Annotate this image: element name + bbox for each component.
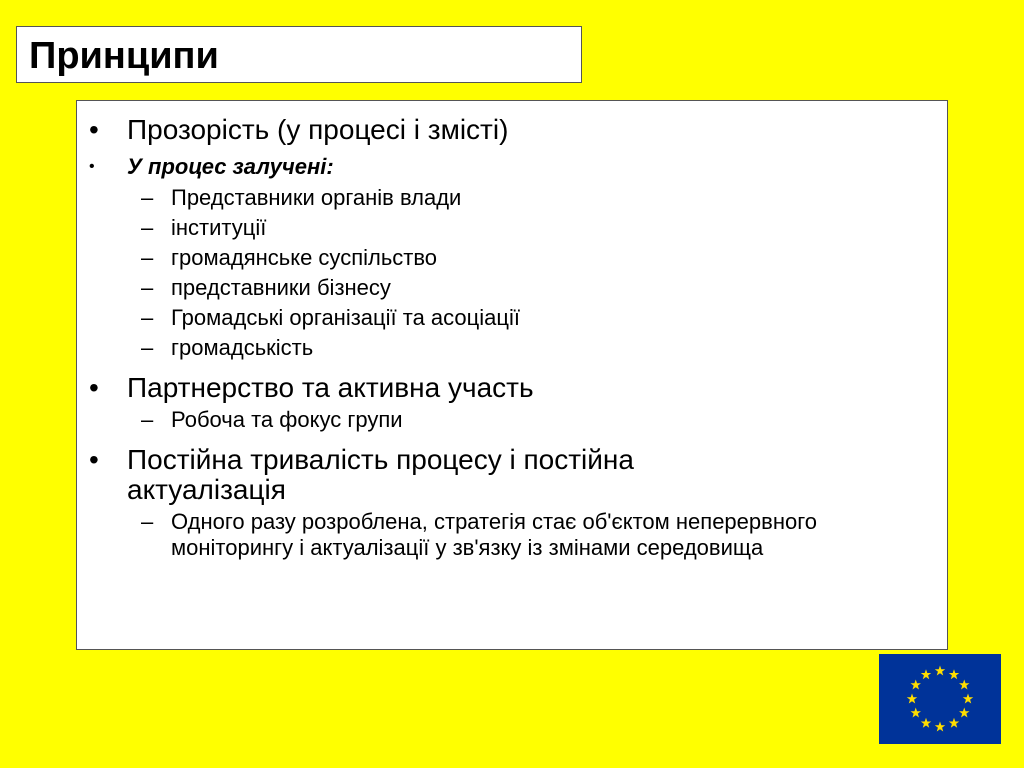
star-icon xyxy=(959,680,969,690)
dash-icon: – xyxy=(141,305,154,330)
bullet-item xyxy=(77,373,947,403)
bullet-icon: • xyxy=(89,158,95,175)
bullet-list xyxy=(77,115,947,561)
content-box xyxy=(76,100,948,650)
sub-bullet-item xyxy=(77,305,947,331)
sub-bullet-item xyxy=(77,275,947,301)
eu-flag-stars xyxy=(879,654,1001,744)
bullet-icon: • xyxy=(89,444,99,475)
dash-icon: – xyxy=(141,215,154,240)
eu-flag-icon xyxy=(879,654,1001,744)
title-box xyxy=(16,26,582,83)
star-icon xyxy=(907,694,917,704)
sub-bullet-text: Громадські організації та асоціації xyxy=(171,305,520,330)
bullet-text: Партнерство та активна участь xyxy=(127,372,534,403)
bullet-icon: • xyxy=(89,114,99,145)
bullet-text: Прозорість (у процесі і змісті) xyxy=(127,114,509,145)
sub-bullet-item xyxy=(77,335,947,361)
star-icon xyxy=(921,669,931,679)
bullet-item xyxy=(77,153,947,181)
dash-icon: – xyxy=(141,185,154,210)
bullet-text: У процес залучені: xyxy=(127,154,334,179)
star-icon xyxy=(959,708,969,718)
sub-bullet-item xyxy=(77,185,947,211)
dash-icon: – xyxy=(141,407,154,432)
sub-bullet-text: Одного разу розроблена, стратегія стає об'єктом неперервного моніторингу і актуалізації у зв'язку із змінами середовища xyxy=(171,509,817,560)
sub-bullet-item xyxy=(77,215,947,241)
dash-icon: – xyxy=(141,275,154,300)
sub-bullet-text: інституції xyxy=(171,215,267,240)
star-icon xyxy=(949,669,959,679)
star-icon xyxy=(963,694,973,704)
bullet-item xyxy=(77,445,947,505)
sub-bullet-item xyxy=(77,245,947,271)
bullet-item xyxy=(77,115,947,145)
star-icon xyxy=(911,680,921,690)
sub-bullet-text: громадськість xyxy=(171,335,314,360)
star-icon xyxy=(935,722,945,732)
sub-bullet-text: Робоча та фокус групи xyxy=(171,407,403,432)
star-icon xyxy=(921,718,931,728)
slide-title: Принципи xyxy=(29,35,219,77)
bullet-icon: • xyxy=(89,372,99,403)
star-icon xyxy=(911,708,921,718)
dash-icon: – xyxy=(141,335,154,360)
star-icon xyxy=(935,666,945,676)
sub-bullet-item xyxy=(77,407,947,433)
star-icon xyxy=(949,718,959,728)
sub-bullet-text: Представники органів влади xyxy=(171,185,462,210)
bullet-text: Постійна тривалість процесу і постійна актуалізація xyxy=(127,444,634,505)
dash-icon: – xyxy=(141,509,154,534)
sub-bullet-text: представники бізнесу xyxy=(171,275,391,300)
sub-bullet-text: громадянське суспільство xyxy=(171,245,438,270)
dash-icon: – xyxy=(141,245,154,270)
sub-bullet-item xyxy=(77,509,947,561)
